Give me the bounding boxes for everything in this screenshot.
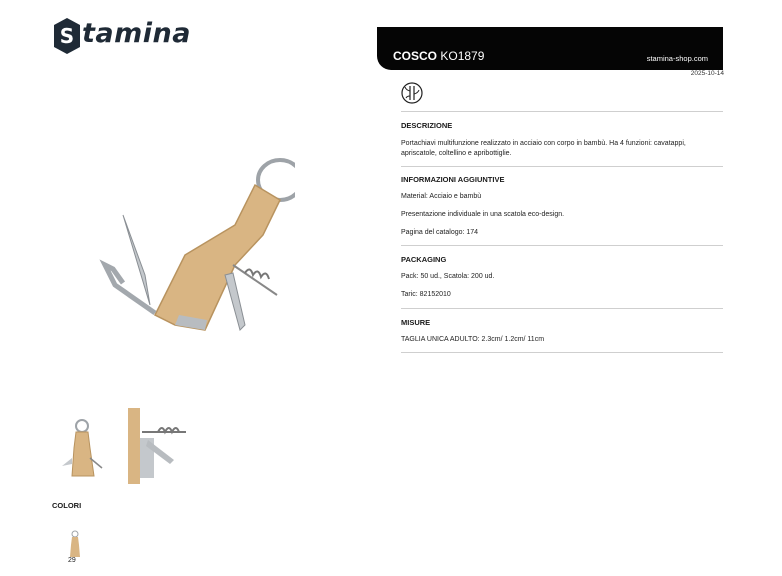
section-title: DESCRIZIONE bbox=[401, 121, 453, 130]
catalog-page-text: Pagina del catalogo: 174 bbox=[401, 229, 479, 236]
divider bbox=[401, 111, 723, 112]
svg-text:S: S bbox=[59, 24, 75, 48]
color-code: 29 bbox=[68, 557, 76, 564]
section-additional-info bbox=[401, 175, 723, 238]
product-thumbnail-2[interactable] bbox=[128, 408, 190, 484]
pack-text: Pack: 50 ud., Scatola: 200 ud. bbox=[401, 273, 495, 280]
section-measures bbox=[401, 318, 723, 345]
product-main-image bbox=[95, 145, 295, 345]
stamina-logo-mark bbox=[52, 16, 82, 56]
divider bbox=[401, 352, 723, 353]
section-packaging bbox=[401, 255, 723, 300]
description-text: Portachiavi multifunzione realizzato in acciaio con corpo in bambù. Ha 4 funzioni: cavatappi, apriscatole, coltellino e apribottiglie. bbox=[401, 140, 686, 157]
colors-title: COLORI bbox=[52, 501, 82, 510]
divider bbox=[401, 245, 723, 246]
product-name bbox=[393, 49, 484, 63]
section-title: PACKAGING bbox=[401, 255, 447, 264]
stamina-logo bbox=[52, 16, 192, 56]
section-title: MISURE bbox=[401, 318, 431, 327]
section-description bbox=[401, 121, 723, 159]
product-code: KO1879 bbox=[440, 49, 485, 63]
presentation-text: Presentazione individuale in una scatola eco-design. bbox=[401, 211, 565, 218]
divider bbox=[401, 166, 723, 167]
document-date: 2025-10-14 bbox=[690, 70, 724, 77]
divider bbox=[401, 308, 723, 309]
product-thumbnail-1[interactable] bbox=[60, 418, 110, 480]
section-title: INFORMAZIONI AGGIUNTIVE bbox=[401, 175, 505, 184]
color-swatch[interactable] bbox=[66, 530, 84, 558]
product-name-text: COSCO bbox=[393, 49, 438, 63]
logo-wordmark: tamina bbox=[82, 18, 191, 49]
taric-text: Taric: 82152010 bbox=[401, 291, 451, 298]
site-url[interactable]: stamina-shop.com bbox=[646, 54, 708, 63]
material-text: Material: Acciaio e bambù bbox=[401, 193, 482, 200]
bamboo-leaf-icon bbox=[401, 82, 423, 104]
size-text: TAGLIA UNICA ADULTO: 2.3cm/ 1.2cm/ 11cm bbox=[401, 336, 545, 343]
